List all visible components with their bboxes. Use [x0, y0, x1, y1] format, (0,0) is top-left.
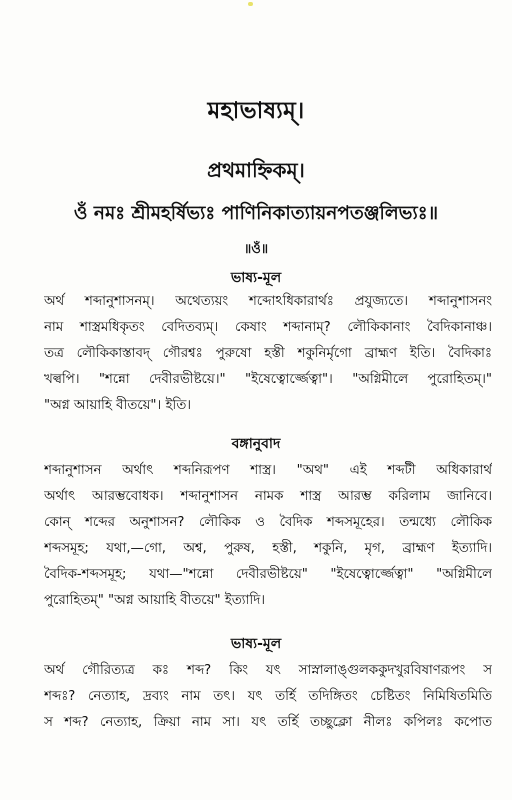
- section-heading-bhashya-2: ভাষ্য-মূল: [230, 636, 282, 652]
- text-line: শব্দসমূহ; যথা,—গো, অশ্ব, পুরুষ, হস্তী, শকুনি, মৃগ, ব্রাহ্মণ ইত্যাদি।: [44, 541, 492, 556]
- text-line: কোন্ শব্দের অনুশাসন? লৌকিক ও বৈদিক শব্দসমূহের। তন্মধ্যে লৌকিক: [44, 515, 492, 530]
- om-symbol: ॥ওঁ॥: [243, 242, 269, 257]
- text-line: বৈদিক-শব্দসমূহ; যথা—"শন্নো দেবীরভীষ্টয়ে" "ইষেত্বোর্জ্জেত্বা" "অগ্নিমীলে: [44, 567, 492, 582]
- invocation-line: ওঁ নমঃ শ্রীমহর্ষিভ্যঃ পাণিনিকাত্যায়নপতঞ্জলিভ্যঃ॥: [73, 203, 439, 224]
- text-line: অর্থাৎ আরম্ভবোধক। শব্দানুশাসন নামক শাস্ত্র আরম্ভ করিলাম জানিবে।: [44, 489, 492, 504]
- text-line: শব্দঃ? নেত্যাহ, দ্রব্যং নাম তৎ। যৎ তর্হি তদিঙ্গিতং চেষ্টিতং নিমিষিতমিতি: [44, 689, 492, 704]
- text-line: অর্থ গৌরিত্যত্র কঃ শব্দ? কিং যৎ সাস্নালাঙ্গুলককুদখুরবিষাণরূপং স: [44, 663, 492, 678]
- chapter-title: প্রথমাহ্নিকম্।: [207, 158, 305, 182]
- bhashya-paragraph-2: [44, 658, 492, 736]
- text-line: শব্দানুশাসন অর্থাৎ শব্দনিরূপণ শাস্ত্র। "অথ" এই শব্দটী অধিকারার্থ: [44, 463, 492, 478]
- paper-mark: [248, 2, 253, 6]
- text-line: তত্র লৌকিকাস্তাবদ্ গৌরশ্বঃ পুরুষো হস্তী শকুনির্মৃগো ব্রাহ্মণ ইতি। বৈদিকাঃ: [44, 346, 492, 361]
- text-line: "অগ্ন আয়াহি বীতয়ে"। ইতি।: [44, 398, 191, 413]
- text-line: খল্বপি। "শন্নো দেবীরভীষ্টয়ে।" "ইষেত্বোর্জ্জেত্বা"। "অগ্নিমীলে পুরোহিতম্।": [44, 372, 492, 387]
- translation-paragraph: [44, 458, 492, 614]
- text-line: নাম শাস্ত্রমধিকৃতং বেদিতব্যম্। কেষাং শব্দানাম্? লৌকিকানাং বৈদিকানাঞ্চ।: [44, 320, 492, 335]
- section-heading-translation: বঙ্গানুবাদ: [231, 436, 281, 452]
- text-line: পুরোহিতম্" "অগ্ন আয়াহি বীতয়ে" ইত্যাদি।: [44, 593, 265, 608]
- bhashya-paragraph-1: [44, 289, 492, 419]
- text-line: স শব্দ? নেত্যাহ, ক্রিয়া নাম সা। যৎ তর্হি তচ্ছুক্লো নীলঃ কপিলঃ কপোত: [44, 715, 492, 730]
- text-line: অর্থ শব্দানুশাসনম্। অথেত্যয়ং শব্দোঽধিকারার্থঃ প্রযুজ্যতে। শব্দানুশাসনং: [44, 294, 492, 309]
- book-title: মহাভাষ্যম্।: [207, 98, 305, 124]
- section-heading-bhashya-1: ভাষ্য-মূল: [230, 270, 282, 286]
